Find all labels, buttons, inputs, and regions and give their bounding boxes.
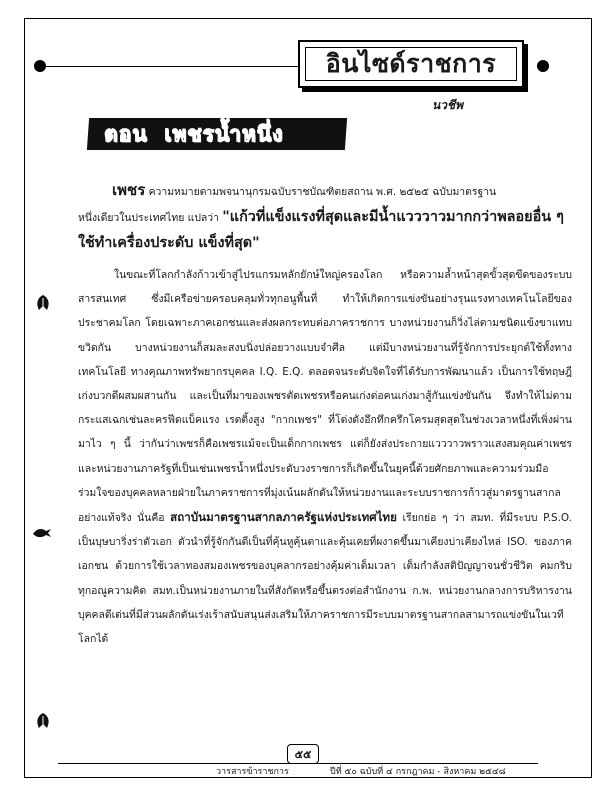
episode-prefix: ตอน — [104, 122, 148, 146]
leaf-ornament-icon — [34, 294, 52, 312]
definition-quote-2: ใช้ทำเครื่องประดับ แข็งที่สุด" — [78, 235, 260, 251]
issue-info: ปีที่ ๕๐ ฉบับที่ ๔ กรกฎาคม - สิงหาคม ๒๕๔๘ — [330, 767, 506, 777]
episode-heading — [104, 118, 283, 150]
page-number: ๕๕ — [287, 744, 319, 764]
definition-text-1: ความหมายตามพจนานุกรมฉบับราชบัณฑิตยสถาน พ.ศ. ๒๕๒๕ ฉบับมาตรฐาน — [148, 186, 497, 198]
header-bullet-right — [537, 60, 549, 72]
column-title-box — [298, 40, 524, 88]
organization-name: สถาบันมาตรฐานสากลภาครัฐแห่งประเทศไทย — [170, 510, 397, 525]
definition-line-1 — [78, 178, 572, 205]
article-body — [78, 263, 572, 651]
definition-line-3 — [78, 231, 572, 257]
bird-ornament-icon — [32, 526, 52, 540]
definition-term: เพชร — [112, 181, 146, 199]
leaf-ornament-icon-bottom — [34, 712, 52, 730]
episode-title: เพชรน้ำหนึ่ง — [164, 122, 284, 146]
body-paragraph-2: เรียกย่อ ๆ ว่า สมท. ที่มีระบบ P.S.O. เป็นบุษบาริ่งร่าตัวเอก ตัวนำที่รู้จักกันดีเป็นที่คุ้นหูคุ้นตาและคุ้นเคยที่ผงาดขึ้นมาเคียงบ่าเคียงไหล่ ISO. ของภาคเอกชน ด้วยการใช้เวลาทองสมองเพชรของบุคลากรอย่างคุ้มค่าเต็มเวลา เต็มกำลังสติปัญญาจนชั่วชีวิต คมกริบทุกอณูความคิด สมท.เป็นหน่วยงานภายในที่สังกัดหรือขึ้นตรงต่อสำนักงาน ก.พ. หน่วยงานกลางการบริหารงานบุคคลดีเด่นที่มีส่วนผลักดันเร่งเร้าสนับสนุนส่งเสริมให้ภาคราชการมีระบบมาตรฐานสากลสามารถแข่งขันในเวทีโลกได้ — [78, 512, 572, 646]
journal-name: วารสารข้าราชการ — [216, 767, 289, 777]
column-title: อินไซด์ราชการ — [325, 49, 497, 78]
body-paragraph — [78, 263, 572, 651]
definition-line-2 — [78, 205, 572, 231]
definition-quote-1: "แก้วที่แข็งแรงที่สุดและมีน้ำแวววาวมากกว่าพลอยอื่น ๆ — [222, 209, 564, 225]
header-rule — [40, 66, 298, 67]
definition-block — [78, 178, 572, 257]
definition-text-2: หนึ่งเดียวในประเทศไทย แปลว่า — [78, 212, 219, 224]
author-name: นวชีพ — [432, 98, 463, 112]
body-paragraph-1: ในขณะที่โลกกำลังก้าวเข้าสู่ไปรแกรมหลักยักษ์ใหญ่ครองโลก หรือความล้ำหน้าสุดขั้วสุดขีดของระบบสารสนเทศ ซึ่งมีเครือข่ายครอบคลุมทั่วทุกอนูพื้นที่ ทำให้เกิดการแข่งขันอย่างรุนแรงทางเทคโนโลยีของประชาคมโลก โดยเฉพาะภาคเอกชนและส่งผลกระทบต่อภาคราชการ บางหน่วยงานก็วิ่งไล่ตามชนิดแข้งขาแทบขวิดกัน บางหน่วยงานก็สมละสงบนิ่งปล่อยวางแบบจำศีล แต่มีบางหน่วยงานที่รู้จักการประยุกต์ใช้ทั้งทางเทคโนโลยี ทางคุณภาพทรัพยากรบุคคล I.Q. E.Q. ตลอดจนระดับจิตใจที่ได้รับการพัฒนาแล้ว เป็นการใช้ทฤษฎีเก่งบวกดีผสมผสานกัน และเป็นที่มาของเพชรตัดเพชรหรือคนเก่งต่อคนเก่งมาสู้กันแข่งขันกัน จึงทำให้ไม่ตามกระแสเฉกเช่นละครฟีดแบ็คแรง เรตติ้งสูง "กากเพชร" ที่โด่งดังอึกทึกครึกโครมสุดสุดในช่วงเวลาหนึ่งที่เพิ่งผ่านมาไว ๆ นี้ ว่ากันว่าเพชรก็คือเพชรแม้จะเป็นเด็กกากเพชร แต่ก็ยังส่งประกายแวววาวพราวแสงสมคุณค่าเพชร และหน่วยงานภาครัฐที่เป็นเช่นเพชรน้ำหนึ่งประดับวงราชการก็เกิดขึ้นในยุคนี้ด้วยศักยภาพและความร่วมมือร่วมใจของบุคคลหลายฝ่ายในภาคราชการที่มุ่งเน้นผลักดันให้หน่วยงานและระบบราชการก้าวสู่มาตรฐานสากลอย่างแท้จริง นั่นคือ — [78, 269, 572, 525]
